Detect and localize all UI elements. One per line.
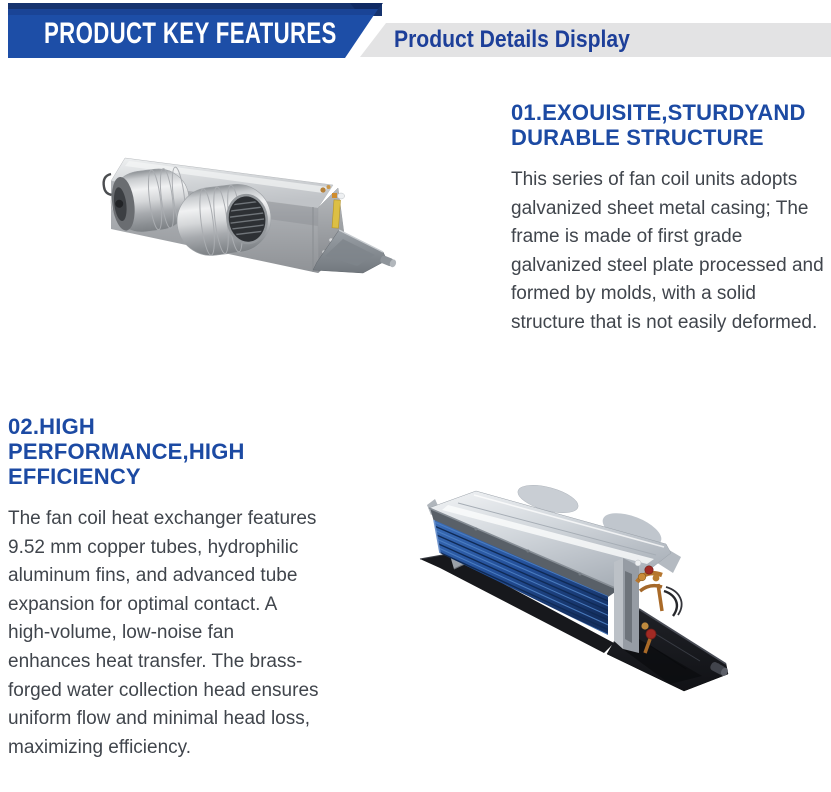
orange-label bbox=[332, 193, 337, 198]
section-2-heading: 02.HIGH PERFORMANCE,HIGH EFFICIENCY bbox=[8, 414, 245, 489]
air-vent-cap bbox=[337, 193, 344, 199]
section-performance bbox=[8, 414, 320, 762]
wiring bbox=[664, 591, 677, 616]
section-1-body: This series of fan coil units adopts galvanized sheet metal casing; The frame is made of first grade galvanized steel plate processed and formed by molds, with a solid structure that is not easily deformed. bbox=[511, 169, 824, 333]
page-title: PRODUCT KEY FEATURES bbox=[44, 16, 337, 50]
product-photo-blue-coil-unit bbox=[418, 483, 736, 701]
section-structure bbox=[511, 100, 829, 338]
lower-valve bbox=[646, 629, 656, 639]
drain-pipe-stub bbox=[379, 255, 397, 268]
section-2-body: The fan coil heat exchanger features 9.52 mm copper tubes, hydrophilic aluminum fins, and advanced tube expansion for optimal contact. A high-volume, low-noise fan enhances heat transfer. The brass-forged water collection head ensures uniform flow and minimal head loss, maximizing efficiency. bbox=[8, 508, 319, 758]
air-vent-cap bbox=[635, 560, 641, 566]
power-cable bbox=[104, 174, 112, 195]
details-strip-title: Product Details Display bbox=[394, 25, 630, 53]
brass-fitting bbox=[320, 187, 325, 192]
section-1-heading: 01.EXOUISITE,STURDYAND DURABLE STRUCTURE bbox=[511, 100, 806, 150]
unit2-end-plates bbox=[614, 558, 639, 653]
red-valve-cap bbox=[645, 566, 653, 574]
product-photo-galvanized-unit bbox=[95, 140, 405, 290]
